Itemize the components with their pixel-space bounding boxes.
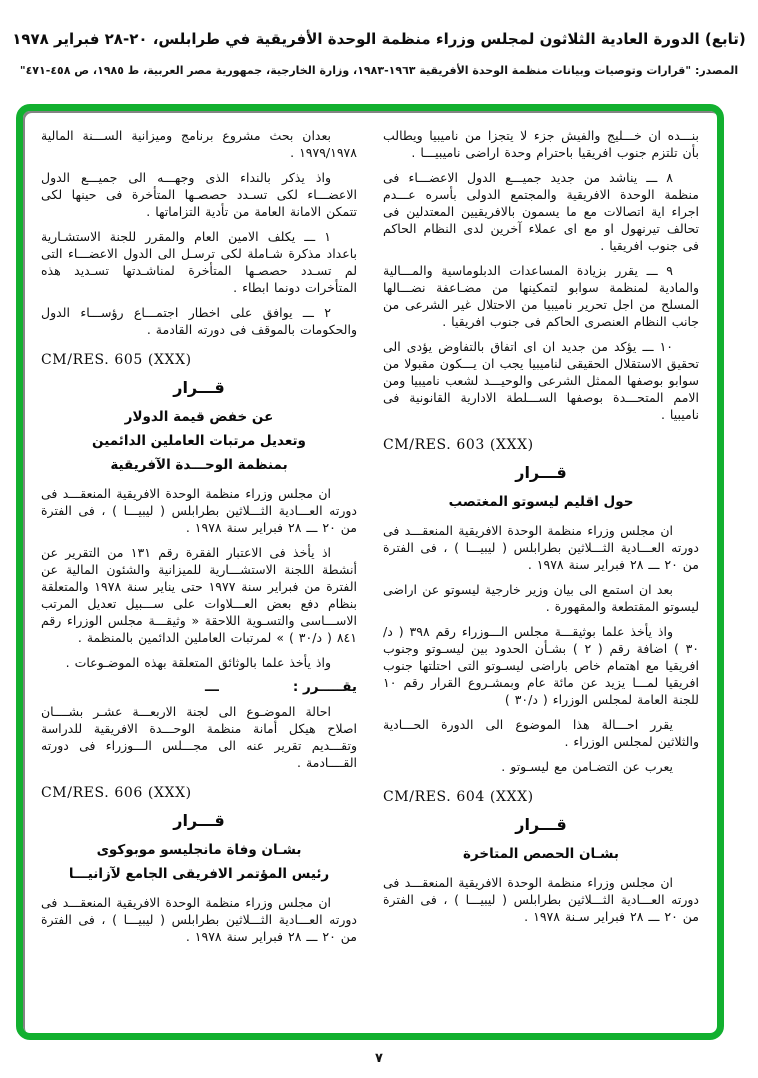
paragraph: ان مجلس وزراء منظمة الوحدة الافريقية المنعقـــد فى دورته العـــادية الثـــلاثين بطرابلس ( ليبيـــا ) ، فى الفترة من ٢٠ ـــ ٢٨ فبراير سـنة ١٩٧٨ . <box>383 875 699 924</box>
resolution-heading: قـــرار <box>173 378 225 397</box>
resolution-heading: قـــرار <box>173 811 225 830</box>
paragraph: ٢ ـــ يوافق على اخطار اجتمـــاع رؤســـاء الدول والحكومات بالموقف فى دورته القادمة . <box>41 305 357 337</box>
resolution-ref: CM/RES. 604 (XXX) <box>383 789 534 805</box>
content-frame <box>16 104 724 1040</box>
resolution-ref: CM/RES. 606 (XXX) <box>41 785 192 801</box>
paragraph: ان مجلس وزراء منظمة الوحدة الافريقية المنعقـــد فى دورته العـــادية الثـــلاثين بطرابلس ( ليبيـــا ) ، فى الفترة من ٢٠ ـــ ٢٨ فبراير سنة ١٩٧٨ . <box>41 486 357 535</box>
resolution-ref: CM/RES. 603 (XXX) <box>383 437 534 453</box>
resolution-heading: قـــرار <box>515 463 567 482</box>
resolution-title-line: عن خفض قيمة الدولار <box>124 409 274 425</box>
resolution-title-line: وتعديل مرتبات العاملين الدائمين <box>92 433 306 449</box>
resolution-title-line: بمنظمة الوحـــدة الآفريقية <box>110 457 288 473</box>
resolution-title <box>383 490 699 514</box>
decides-label: يقـــــرر : <box>292 679 357 695</box>
paragraph: ٨ ـــ يناشد من جديد جميـــع الدول الاعضـــاء فى منظمة الوحدة الافريقية والمجتمع الدولى بأسره عـــدم اجراء اية اتصالات مع ما يسمون بالافريقيين المعتدلين فى تحالف تيرنهول او مع اى عملاء آخرين لدى النظام الحاكم فى جنوب افريقيا . <box>383 170 699 253</box>
paragraph: ٩ ـــ يقرر بزيادة المساعدات الدبلوماسية والمـــالية والمادية لمنظمة سوابو لتمكينها من مضـاعفة نضـــالها المسلح من اجل تحرير ناميبيا من الاحتلال غير الشرعى من جانب النظام العنصرى الحاكم فى جنوب افريقيا . <box>383 263 699 329</box>
paragraph: واذ يذكر بالنداء الذى وجهـــه الى جميـــع الدول الاعضـــاء لكى تسـدد حصصـها المتأخرة فى حينها لكى تتمكن الامانة العامة من تأدية التزاماتها . <box>41 170 357 219</box>
resolution-title <box>41 838 357 886</box>
resolution-title-line: بشـان وفاة مانجليسو موبوكوى <box>96 842 302 858</box>
resolution-title <box>41 405 357 477</box>
paragraph: بعدان بحث مشروع برنامج وميزانية الســـنة المالية ١٩٧٩/١٩٧٨ . <box>41 128 357 160</box>
paragraph: يعرب عن التضـامن مع ليسـوتو . <box>501 759 673 774</box>
column-right <box>383 127 699 1001</box>
paragraph: يقرر احـــالة هذا الموضوع الى الدورة الحـــادية والثلاثين لمجلس الوزراء . <box>383 717 699 749</box>
paragraph: ان مجلس وزراء منظمة الوحدة الافريقية المنعقـــد فى دورته العـــادية الثـــلاثين بطرابلس ( ليبيـــا ) ، فى الفترة من ٢٠ ـــ ٢٨ فبراير سنة ١٩٧٨ . <box>41 895 357 944</box>
paragraph: ١ ـــ يكلف الامين العام والمقرر للجنة الاستشـارية باعداد مذكرة شـاملة لكى ترسـل الى الدول الاعضـــاء التى لم تسـدد حصصـها المتأخرة لمناشـدتها تسـديد هذه المتأخرات دونما ابطاء . <box>41 229 357 295</box>
paragraph: احالة الموضـوع الى لجنة الاربعـــة عشـر بشــــان اصلاح هيكل أمانة منظمة الوحـــدة الافريقية للدراسة وتقـــديم تقرير عنه الى مجـــلس الـــوزراء فى دورته القــــادمة . <box>41 704 357 770</box>
page-number: ٧ <box>375 1051 383 1066</box>
source-caption: المصدر: "قرارات وتوصيات وبيانات منظمة الوحدة الأفريقية ١٩٦٣-١٩٨٣، وزارة الخارجية، جمهورية مصر العربية، ط ١٩٨٥، ص ٤٥٨-٤٧١" <box>19 64 739 77</box>
resolution-title-line: بشـان الحصص المتاخرة <box>463 846 619 862</box>
paragraph: اذ يأخذ فى الاعتبار الفقرة رقم ١٣١ من التقرير عن أنشطة اللجنة الاستشـــارية للميزانية والشئون المالية عن الفترة من فبراير سنة ١٩٧٧ حتى يناير سنة ١٩٧٨ والمتعلقة بنظام دفع بعض العـــلاوات على ســـبيل تعديل المرتب الاســـاسى والتسـوية اللاحقة « وثيقـــة مجلس الوزراء رقم ٨٤١ ( د/٣٠ ) » لمرتبات العاملين الدائمين بالمنظمة . <box>41 545 357 645</box>
page-title: (تابع) الدورة العادية الثلاثون لمجلس وزراء منظمة الوحدة الأفريقية في طرابلس، ٢٠-٢٨ فبراير ١٩٧٨ <box>12 30 746 48</box>
paragraph: ١٠ ـــ يؤكد من جديد ان اى اتفاق بالتفاوض يؤدى الى تحقيق الاستقلال الحقيقى لناميبيا يجب ان يـــكون مقبولا من سوابو بوصفها الممثل الشرعى والوحيـــد لشعب ناميبيا ومن الامم المتحـــدة بوصفها الســـلطة الادارية القانونية فى ناميبيا . <box>383 339 699 422</box>
resolution-ref: CM/RES. 605 (XXX) <box>41 352 192 368</box>
paragraph: ان مجلس وزراء منظمة الوحدة الافريقية المنعقـــد فى دورته العـــادية الثـــلاثين بطرابلس ( ليبيـــا ) ، فى الفترة من ٢٠ ـــ ٢٨ فبراير سنة ١٩٧٨ . <box>383 523 699 572</box>
decides-line <box>41 679 357 695</box>
paragraph: بنـــده ان خـــليج والفيش جزء لا يتجزا من ناميبيا ويطالب بأن تلتزم جنوب افريقيا باحترام وحدة اراضى ناميبيـــا . <box>383 128 699 160</box>
column-left <box>41 127 357 1001</box>
resolution-heading: قـــرار <box>515 815 567 834</box>
resolution-title <box>383 842 699 866</box>
resolution-title-line: حول اقليم ليسوتو المغتصب <box>448 494 634 510</box>
paragraph: واذ يأخذ علما بوثيقـــة مجلس الـــوزراء رقم ٣٩٨ ( د/٣٠ ) اضافة رقم ( ٢ ) بشـأن الحدود بين ليسـوتو وجنوب افريقيا مع اهتمام خاص باراضى ليسـوتو التى احتلتها جنوب افريقيا لمـــا يزيد عن مائة عام وبمشـروع القرار رقم ١٠ للجنة العامة لمجلس الوزراء ( د/٣٠ ) <box>383 624 700 707</box>
paragraph: بعد ان استمع الى بيان وزير خارجية ليسوتو عن اراضى ليسوتو المقتطعة والمقهورة . <box>383 582 699 614</box>
two-column-layout <box>23 111 717 1009</box>
decides-dash: ـــ <box>205 679 219 695</box>
paragraph: واذ يأخذ علما بالوثائق المتعلقة بهذه الموضـوعات . <box>65 655 331 670</box>
resolution-title-line: رئيس المؤتمر الافريقى الجامع لآزانيـــا <box>68 866 330 882</box>
